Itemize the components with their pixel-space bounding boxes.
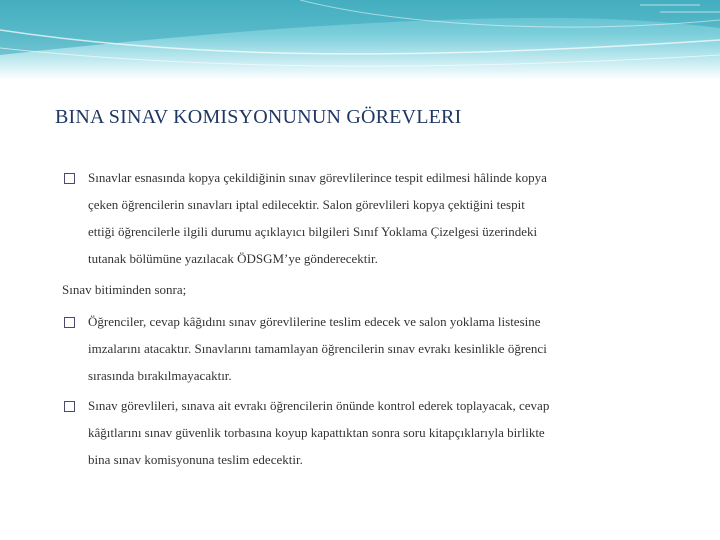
page-title: BINA SINAV KOMISYONUNUN GÖREVLERI bbox=[55, 106, 462, 128]
bullet-3-line-3: bina sınav komisyonuna teslim edecektir. bbox=[88, 452, 303, 467]
bullet-1-line-4: tutanak bölümüne yazılacak ÖDSGM’ye gönderecektir. bbox=[88, 251, 378, 266]
square-bullet-icon bbox=[64, 317, 75, 328]
bullet-2-line-2: imzalarını atacaktır. Sınavlarını tamamlayan öğrencilerin sınav evrakı kesinlikle öğrenci bbox=[88, 341, 547, 356]
bullet-3-line-1: Sınav görevlileri, sınava ait evrakı öğrencilerin önünde kontrol ederek toplayacak, cevap bbox=[88, 398, 550, 413]
square-bullet-icon bbox=[64, 173, 75, 184]
bullet-1-line-3: ettiği öğrencilerle ilgili durumu açıklayıcı bilgileri Sınıf Yoklama Çizelgesi üzerindeki bbox=[88, 224, 538, 239]
bullet-2-line-1: Öğrenciler, cevap kâğıdını sınav görevlilerine teslim edecek ve salon yoklama listesine bbox=[88, 314, 541, 329]
square-bullet-icon bbox=[64, 401, 75, 412]
bullet-2-line-3: sırasında bırakılmayacaktır. bbox=[88, 368, 232, 383]
intro-text: Sınav bitiminden sonra; bbox=[62, 282, 187, 297]
bullet-1-line-2: çeken öğrencilerin sınavları iptal edilecektir. Salon görevlileri kopya çektiğini tespit bbox=[88, 197, 525, 212]
bullet-3-line-2: kâğıtlarını sınav güvenlik torbasına koyup kapattıktan sonra soru kitapçıklarıyla birlikte bbox=[88, 425, 545, 440]
bullet-1-line-1: Sınavlar esnasında kopya çekildiğinin sınav görevlilerince tespit edilmesi hâlinde kopya bbox=[88, 170, 547, 185]
